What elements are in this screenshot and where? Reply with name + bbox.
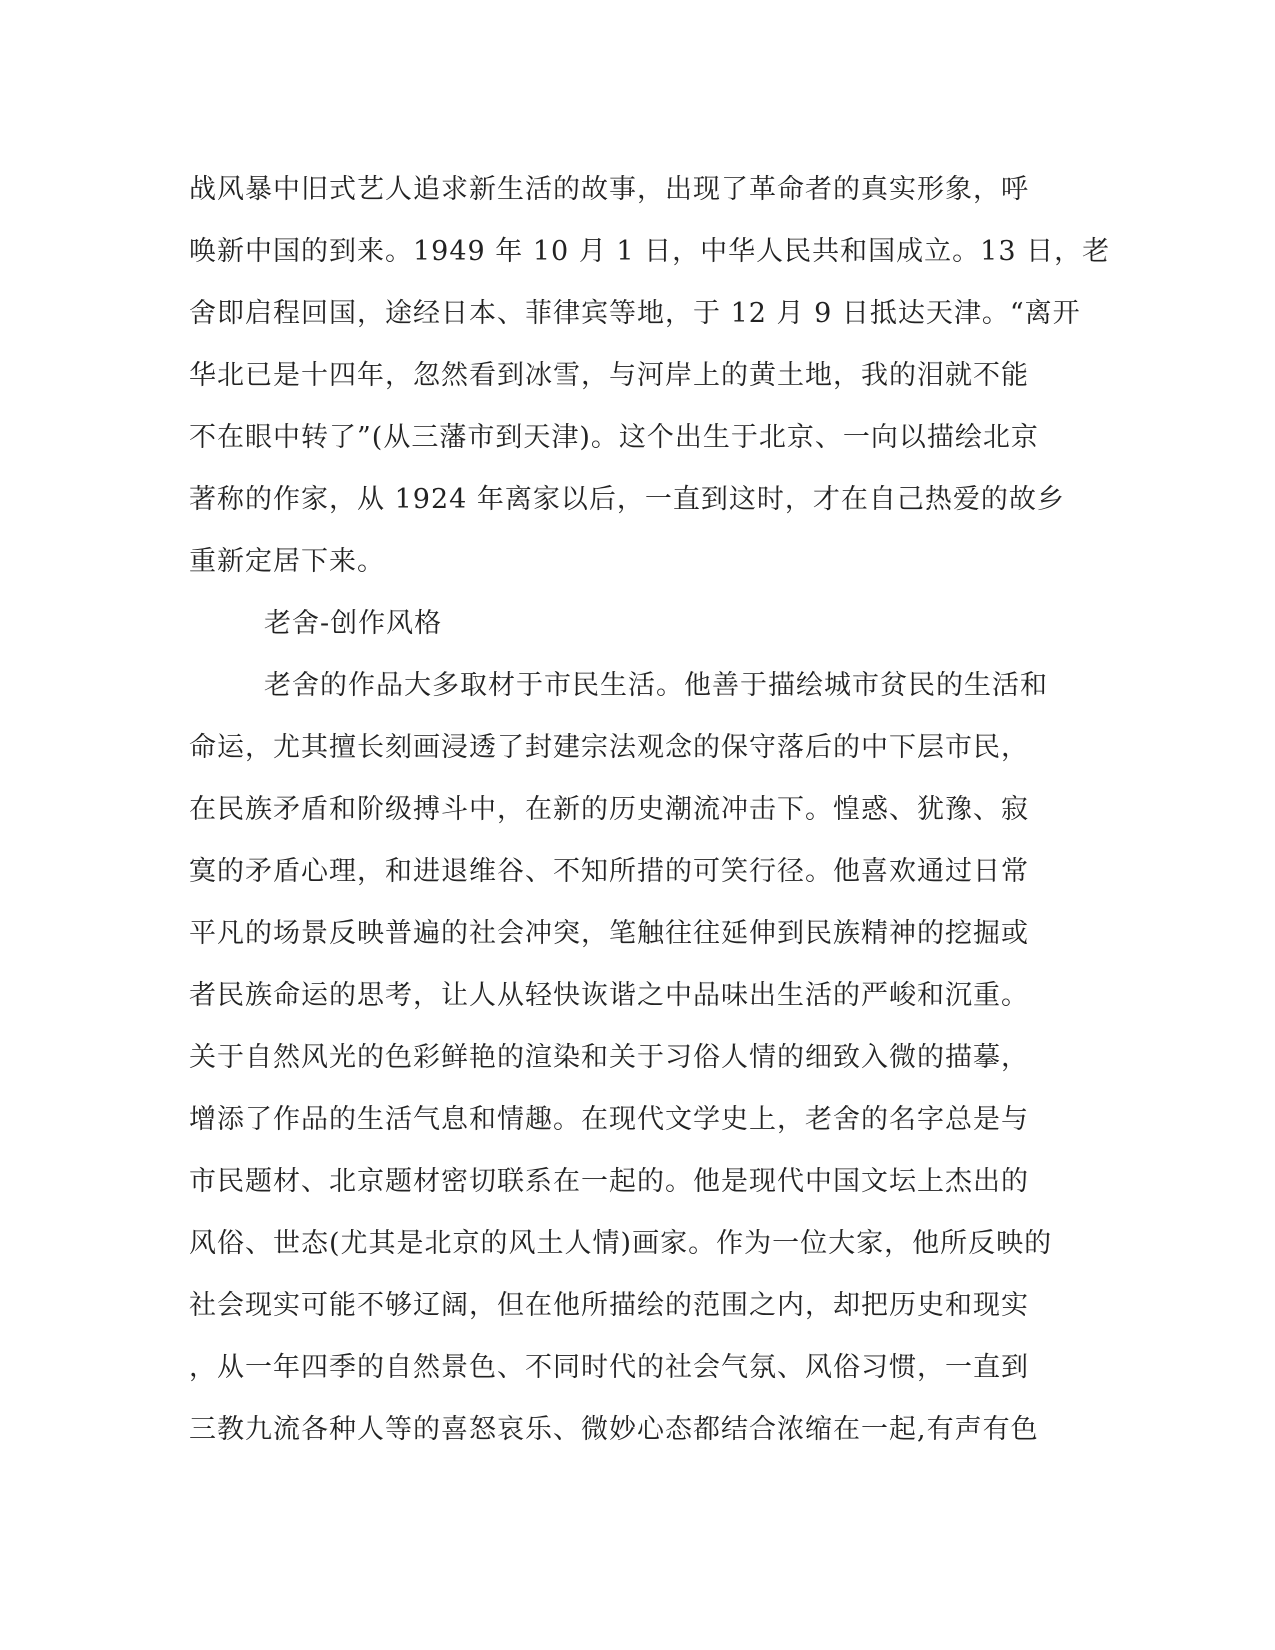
text-line: 唤新中国的到来。1949 年 10 月 1 日，中华人民共和国成立。13 日，老 <box>189 236 1111 267</box>
text-line: 不在眼中转了”(从三藩市到天津)。这个出生于北京、一向以描绘北京 <box>189 422 1039 453</box>
text-line: 命运，尤其擅长刻画浸透了封建宗法观念的保守落后的中下层市民， <box>189 732 1029 763</box>
text-line: ，从一年四季的自然景色、不同时代的社会气氛、风俗习惯，一直到 <box>189 1352 1029 1383</box>
text-line: 重新定居下来。 <box>189 546 385 577</box>
text-line: 关于自然风光的色彩鲜艳的渲染和关于习俗人情的细致入微的描摹， <box>189 1042 1029 1073</box>
text-line: 华北已是十四年，忽然看到冰雪，与河岸上的黄土地，我的泪就不能 <box>189 360 1029 391</box>
text-line: 舍即启程回国，途经日本、菲律宾等地，于 12 月 9 日抵达天津。“离开 <box>189 298 1081 329</box>
text-line: 市民题材、北京题材密切联系在一起的。他是现代中国文坛上杰出的 <box>189 1166 1029 1197</box>
text-line: 寞的矛盾心理，和进退维谷、不知所措的可笑行径。他喜欢通过日常 <box>189 856 1029 887</box>
text-line: 平凡的场景反映普遍的社会冲突，笔触往往延伸到民族精神的挖掘或 <box>189 918 1029 949</box>
text-line: 在民族矛盾和阶级搏斗中，在新的历史潮流冲击下。惶惑、犹豫、寂 <box>189 794 1029 825</box>
text-line: 著称的作家，从 1924 年离家以后，一直到这时，才在自己热爱的故乡 <box>189 484 1065 515</box>
paragraph-biography <box>189 159 1111 593</box>
text-line: 老舍的作品大多取材于市民生活。他善于描绘城市贫民的生活和 <box>264 670 1048 701</box>
text-line: 风俗、世态(尤其是北京的风土人情)画家。作为一位大家，他所反映的 <box>189 1228 1053 1259</box>
section-heading: 老舍-创作风格 <box>264 608 443 639</box>
text-line: 三教九流各种人等的喜怒哀乐、微妙心态都结合浓缩在一起,有声有色 <box>189 1414 1039 1445</box>
creative-style-section <box>189 593 1089 1461</box>
text-line: 战风暴中旧式艺人追求新生活的故事，出现了革命者的真实形象，呼 <box>189 174 1029 205</box>
text-line: 增添了作品的生活气息和情趣。在现代文学史上，老舍的名字总是与 <box>189 1104 1029 1135</box>
text-line: 者民族命运的思考，让人从轻快诙谐之中品味出生活的严峻和沉重。 <box>189 980 1029 1011</box>
text-line: 社会现实可能不够辽阔，但在他所描绘的范围之内，却把历史和现实 <box>189 1290 1029 1321</box>
